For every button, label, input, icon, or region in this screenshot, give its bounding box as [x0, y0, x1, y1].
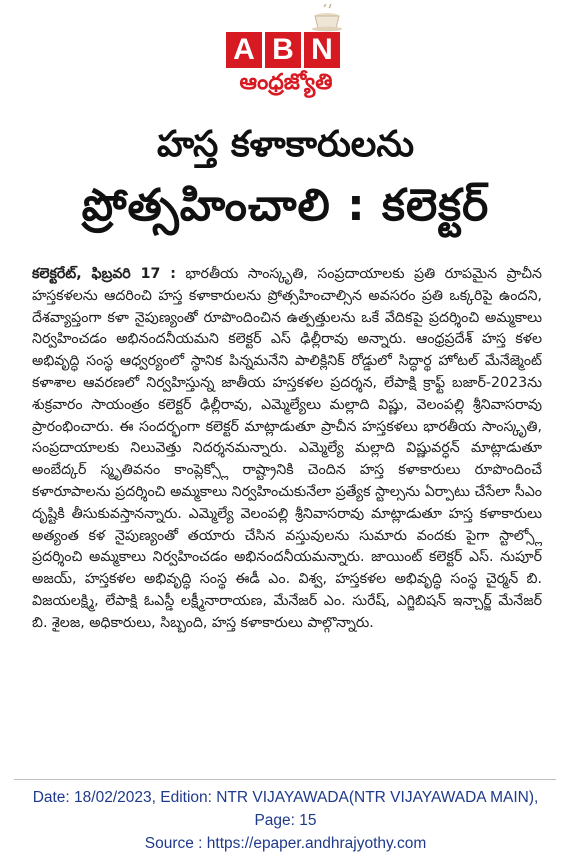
- article-text: భారతీయ సాంస్కృతి, సంప్రదాయాలకు ప్రతి రూపమైన ప్రాచీన హస్తకళలను ఆదరించి హస్త కళాకారులను ప్రోత్సహించాల్సిన అవసరం ప్రతి ఒక్కరిపై ఉందని, దేశవ్యాప్తంగా కళా నైపుణ్యంతో రూపొందించిన ఉత్పత్తులను ఒకే వేదికపై ప్రదర్శించి అమ్మకాలు నిర్వహించడం అభినందనీయమని కలెక్టర్ ఎస్ ఢిల్లీరావు అన్నారు. ఆంధ్రప్రదేశ్ హస్త కళల అభివృద్ధి సంస్థ ఆధ్వర్యంలో స్థానిక పిన్నమనేని పాలిక్లినిక్ రోడ్డులో సిద్ధార్థ హోటల్ మేనేజ్మెంట్ కళాశాల ఆవరణలో నిర్వహిస్తున్న జాతీయ హస్తకళల ప్రదర్శన, లేపాక్షి క్రాఫ్ట్ బజార్-2023ను శుక్రవారం సాయంత్రం కలెక్టర్ ఢిల్లీరావు, ఎమ్మెల్యేలు మల్లాది విష్ణు, వెలంపల్లి శ్రీనివాసరావు ప్రారంభించారు. ఈ సందర్భంగా కలెక్టర్ మాట్లాడుతూ ప్రాచీన హస్తకళలు భారతీయ సాంస్కృతి, సంప్రదాయాలకు నిలువెత్తు నిదర్శనమన్నారు. ఎమ్మెల్యే మల్లాది విష్ణువర్ధన్ మాట్లాడుతూ అంబేద్కర్ స్మృతివనం కాంప్లెక్స్లో రాష్ట్రానికి చెందిన హస్త కళాకారులు రూపొందించే కళారూపాలను ప్రదర్శించి అమ్మకాలు నిర్వహించుకునేలా ప్రత్యేక స్టాల్సను ఏర్పాటు చేసేలా సీఎం దృష్టికి తీసుకువస్తానన్నారు. ఎమ్మెల్యే వెలంపల్లి శ్రీనివాసరావు మాట్లాడుతూ హస్త కళాకారులు అత్యంత కళ నైపుణ్యంతో తయారు చేసిన వస్తువులను సుమారు వందకు పైగా స్టాల్స్లో ప్రదర్శించి అమ్మకాలు నిర్వహించడం అభినందనీయమన్నారు. జాయింట్ కలెక్టర్ ఎస్. నుపూర్ అజయ్, హస్తకళల అభివృద్ధి సంస్థ ఈడీ ఎం. విశ్వ, హస్తకళల అభివృద్ధి సంస్థ చైర్మన్ బి. విజయలక్ష్మి, లేపాక్షి ఓఎస్డీ లక్ష్మీనారాయణ, మేనేజర్ ఎం. సురేష్, ఎగ్జిబిషన్ ఇన్చార్జ్ మేనేజర్ బి. శైలజ, అధికారులు, సిబ్బంది, హస్త కళాకారులు పాల్గొన్నారు.: [32, 266, 542, 631]
- footer-page: Page: 15: [254, 812, 317, 829]
- footer-source: Source : https://epaper.andhrajyothy.com: [144, 835, 427, 852]
- logo-letter-a: A: [226, 32, 262, 68]
- footer-divider: [14, 779, 556, 780]
- article-body: [32, 264, 542, 770]
- article-dateline: కలెక్టరేట్, ఫిబ్రవరి 17 :: [32, 266, 176, 282]
- source-footer: [0, 786, 571, 855]
- abn-logo: [226, 4, 346, 104]
- logo-letter-n: N: [304, 32, 340, 68]
- headline-line-1: హస్త కళాకారులను: [156, 124, 415, 165]
- logo-letter-b: B: [265, 32, 301, 68]
- footer-date-edition: Date: 18/02/2023, Edition: NTR VIJAYAWADA(NTR VIJAYAWADA MAIN),: [32, 789, 539, 806]
- logo-tagline: ఆంధ్రజ్యోతి: [239, 70, 333, 95]
- coffee-cup-icon: [310, 4, 344, 32]
- headline-line-2: ప్రోత్సహించాలి : కలెక్టర్: [81, 180, 490, 231]
- abn-letters: [226, 32, 340, 68]
